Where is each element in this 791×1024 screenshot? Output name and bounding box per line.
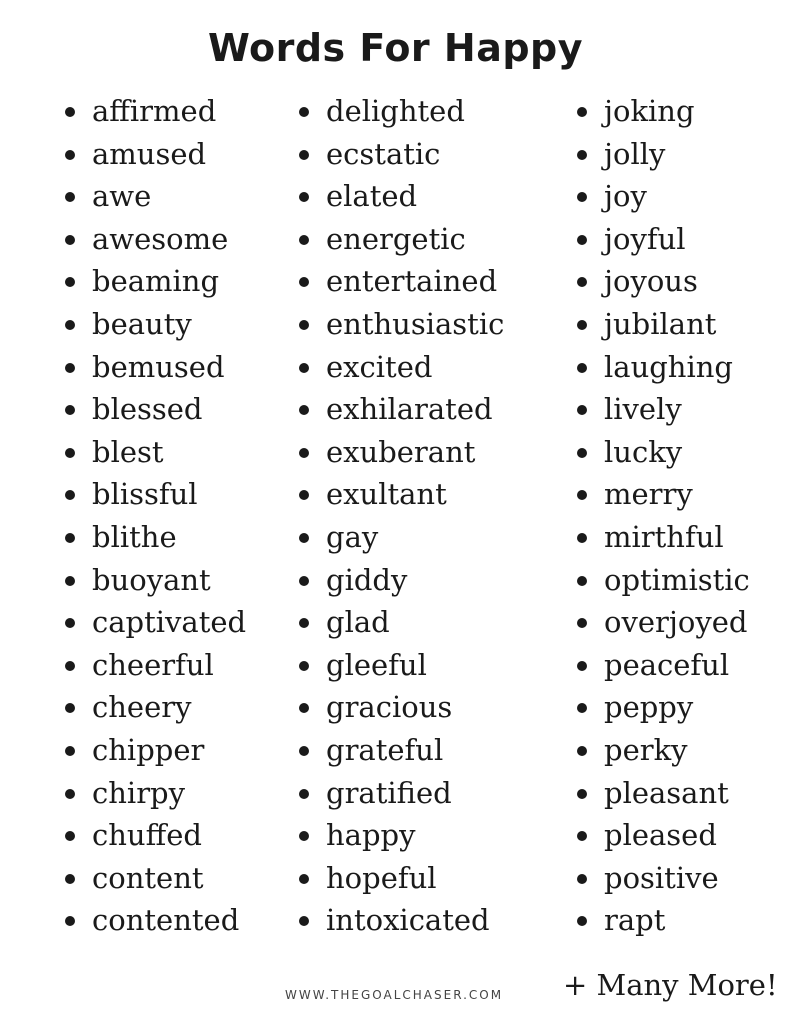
list-item: excited [299, 346, 504, 389]
word-list-column-3 [577, 90, 750, 942]
list-item: giddy [299, 559, 504, 602]
list-item: overjoyed [577, 601, 750, 644]
list-item: blithe [65, 516, 246, 559]
list-item: cheerful [65, 644, 246, 687]
list-item: jubilant [577, 303, 750, 346]
list-item: peaceful [577, 644, 750, 687]
list-item: joyous [577, 260, 750, 303]
list-item: laughing [577, 346, 750, 389]
list-item: entertained [299, 260, 504, 303]
list-item: beaming [65, 260, 246, 303]
list-item: cheery [65, 686, 246, 729]
list-item: blessed [65, 388, 246, 431]
list-item: blissful [65, 473, 246, 516]
list-item: joyful [577, 218, 750, 261]
list-item: exhilarated [299, 388, 504, 431]
list-item: contented [65, 899, 246, 942]
list-item: pleasant [577, 772, 750, 815]
list-item: chipper [65, 729, 246, 772]
page-title: Words For Happy [207, 26, 584, 70]
many-more-note: + Many More! [563, 968, 778, 1002]
list-item: affirmed [65, 90, 246, 133]
list-item: intoxicated [299, 899, 504, 942]
list-item: rapt [577, 899, 750, 942]
list-item: jolly [577, 133, 750, 176]
list-item: lucky [577, 431, 750, 474]
list-item: delighted [299, 90, 504, 133]
list-item: bemused [65, 346, 246, 389]
list-item: joking [577, 90, 750, 133]
list-item: optimistic [577, 559, 750, 602]
list-item: chirpy [65, 772, 246, 815]
list-item: peppy [577, 686, 750, 729]
list-item: joy [577, 175, 750, 218]
list-item: elated [299, 175, 504, 218]
list-item: pleased [577, 814, 750, 857]
list-item: lively [577, 388, 750, 431]
list-item: hopeful [299, 857, 504, 900]
list-item: enthusiastic [299, 303, 504, 346]
list-item: awesome [65, 218, 246, 261]
list-item: merry [577, 473, 750, 516]
list-item: energetic [299, 218, 504, 261]
list-item: gleeful [299, 644, 504, 687]
list-item: captivated [65, 601, 246, 644]
list-item: blest [65, 431, 246, 474]
list-item: glad [299, 601, 504, 644]
list-item: grateful [299, 729, 504, 772]
list-item: gay [299, 516, 504, 559]
list-item: content [65, 857, 246, 900]
list-item: perky [577, 729, 750, 772]
word-list-column-1 [65, 90, 246, 942]
list-item: positive [577, 857, 750, 900]
list-item: chuffed [65, 814, 246, 857]
list-item: gratified [299, 772, 504, 815]
list-item: exultant [299, 473, 504, 516]
website-url: WWW.THEGOALCHASER.COM [285, 988, 504, 1002]
list-item: beauty [65, 303, 246, 346]
list-item: mirthful [577, 516, 750, 559]
list-item: exuberant [299, 431, 504, 474]
list-item: amused [65, 133, 246, 176]
list-item: ecstatic [299, 133, 504, 176]
list-item: gracious [299, 686, 504, 729]
word-list-column-2 [299, 90, 504, 942]
list-item: happy [299, 814, 504, 857]
list-item: buoyant [65, 559, 246, 602]
list-item: awe [65, 175, 246, 218]
